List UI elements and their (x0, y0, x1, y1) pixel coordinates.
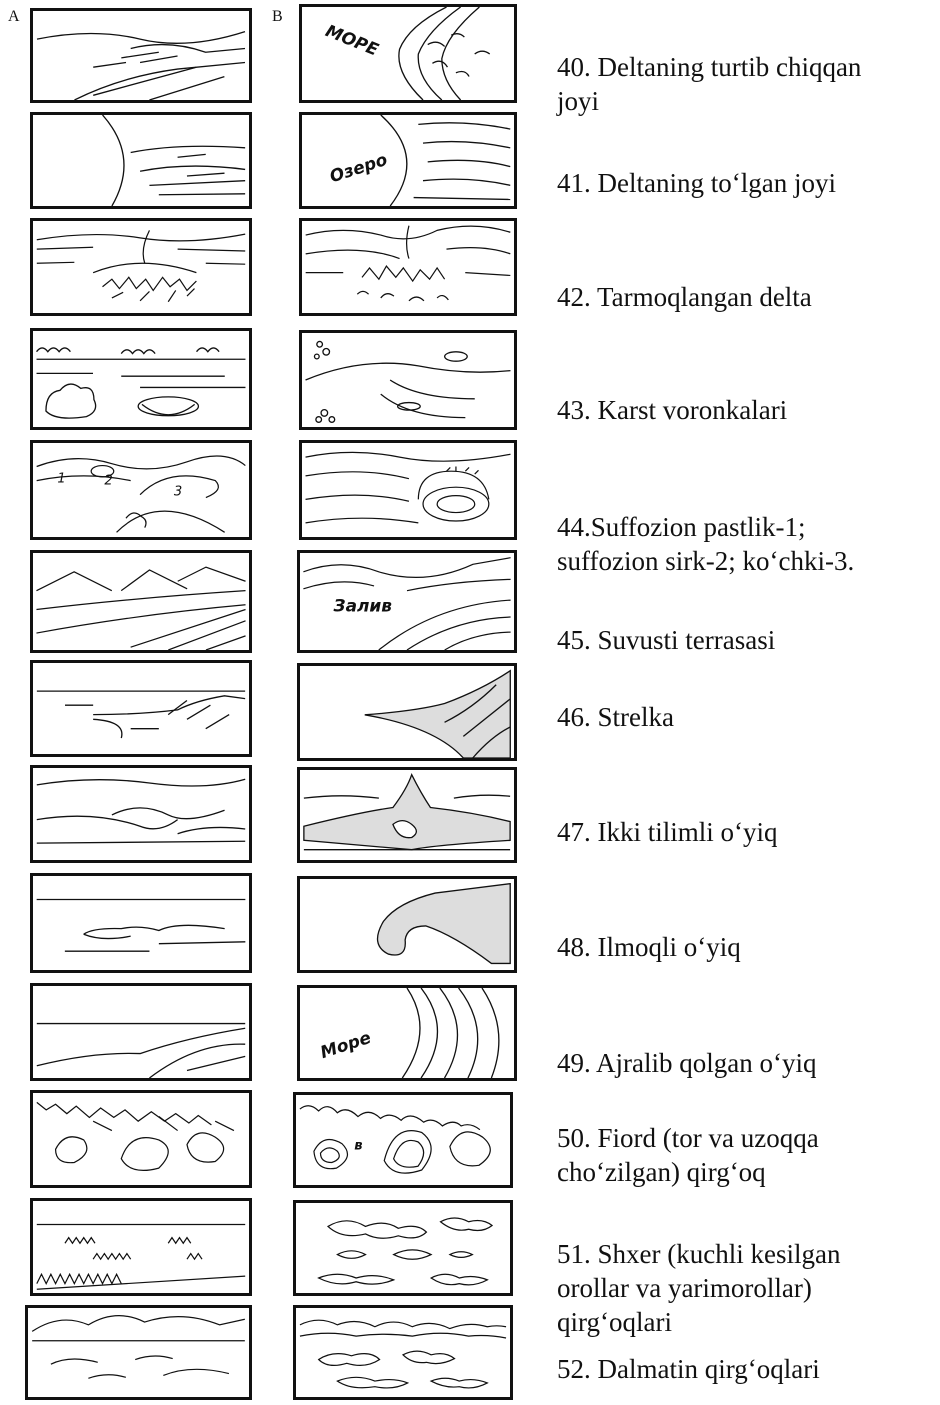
legend-44-line2: suffozion sirk-2; ko‘chki-3. (557, 546, 855, 576)
map-b-46 (300, 666, 514, 758)
legend-item-44 (557, 510, 854, 578)
legend-43-line1: 43. Karst voronkalari (557, 395, 788, 425)
legend-49-line1: 49. Ajralib qolgan o‘yiq (557, 1048, 817, 1078)
word-more-49: Море (317, 1027, 374, 1063)
panel-a-47 (30, 765, 252, 863)
panel-a-49 (30, 983, 252, 1081)
panel-b-50 (293, 1092, 513, 1188)
panel-b-43 (299, 330, 517, 430)
map-b-48 (300, 879, 514, 970)
map-b-43 (302, 333, 514, 427)
legend-45-line1: 45. Suvusti terrasasi (557, 625, 776, 655)
panel-b-46 (297, 663, 517, 761)
sketch-a-46 (33, 663, 249, 754)
legend-item-51 (557, 1237, 840, 1339)
panel-a-42 (30, 218, 252, 316)
column-label-b: B (272, 8, 283, 25)
sketch-a-45 (33, 553, 249, 650)
panel-b-41 (299, 112, 517, 209)
map-b-50 (296, 1095, 510, 1185)
legend-item-49 (557, 1046, 816, 1080)
panel-b-47 (297, 767, 517, 863)
panel-a-44 (30, 440, 252, 540)
legend-51-line1: 51. Shxer (kuchli kesilgan (557, 1239, 841, 1269)
map-b-41 (302, 115, 514, 206)
label-44-1: 1 (57, 471, 66, 487)
legend-50-line2: cho‘zilgan) qirg‘oq (557, 1157, 766, 1187)
sketch-a-43 (33, 331, 249, 427)
map-b-47 (300, 770, 514, 860)
legend-46-line1: 46. Strelka (557, 702, 674, 732)
legend-50-line1: 50. Fiord (tor va uzoqqa (557, 1123, 819, 1153)
panel-b-42 (299, 218, 517, 316)
panel-a-40 (30, 8, 252, 103)
sketch-a-47 (33, 768, 249, 860)
panel-a-48 (30, 873, 252, 973)
panel-a-52 (25, 1305, 252, 1400)
map-b-44 (302, 443, 514, 537)
sketch-a-41 (33, 115, 249, 206)
map-b-40 (302, 7, 514, 100)
legend-40-line2: joyi (557, 86, 600, 116)
sketch-a-48 (33, 876, 249, 970)
panel-b-44 (299, 440, 517, 540)
legend-44-line1: 44.Suffozion pastlik-1; (557, 512, 806, 542)
legend-48-line1: 48. Ilmoqli o‘yiq (557, 932, 741, 962)
sketch-a-52 (28, 1308, 249, 1397)
panel-a-51 (30, 1198, 252, 1296)
legend-item-48 (557, 930, 741, 964)
map-b-42 (302, 221, 514, 313)
panel-b-52 (293, 1305, 513, 1400)
legend-52-line1: 52. Dalmatin qirg‘oqlari (557, 1354, 820, 1384)
legend-item-43 (557, 393, 787, 427)
legend-42-line1: 42. Tarmoqlangan delta (557, 282, 812, 312)
panel-b-51 (293, 1200, 513, 1296)
legend-51-line2: orollar va yarimorollar) (557, 1273, 812, 1303)
column-label-a: A (8, 8, 20, 25)
legend-item-52 (557, 1352, 820, 1386)
word-zaliv-45: Залив (333, 595, 393, 616)
legend-item-42 (557, 280, 812, 314)
label-44-3: 3 (173, 484, 183, 500)
sketch-a-44 (33, 443, 249, 537)
map-b-49 (300, 988, 514, 1078)
panel-a-43 (30, 328, 252, 430)
legend-41-line1: 41. Deltaning to‘lgan joyi (557, 168, 836, 198)
legend-51-line3: qirg‘oqlari (557, 1307, 672, 1337)
sketch-a-50 (33, 1093, 249, 1185)
label-50-v: в (354, 1138, 363, 1154)
panel-b-45 (297, 550, 517, 653)
legend-40-line1: 40. Deltaning turtib chiqqan (557, 52, 862, 82)
sketch-a-51 (33, 1201, 249, 1293)
map-b-51 (296, 1203, 510, 1293)
legend-item-50 (557, 1121, 819, 1189)
panel-a-45 (30, 550, 252, 653)
legend-item-47 (557, 815, 778, 849)
legend-item-40 (557, 50, 861, 118)
panel-b-48 (297, 876, 517, 973)
legend-47-line1: 47. Ikki tilimli o‘yiq (557, 817, 778, 847)
panel-b-40 (299, 4, 517, 103)
legend-item-41 (557, 166, 836, 200)
legend-item-45 (557, 623, 775, 657)
legend-item-46 (557, 700, 674, 734)
word-more-40: МОРЕ (322, 20, 382, 60)
panel-a-50 (30, 1090, 252, 1188)
map-b-52 (296, 1308, 510, 1397)
panel-a-46 (30, 660, 252, 757)
sketch-a-42 (33, 221, 249, 313)
label-44-2: 2 (104, 473, 113, 489)
word-ozero-41: Озеро (327, 149, 390, 187)
panel-a-41 (30, 112, 252, 209)
map-b-45 (300, 553, 514, 650)
sketch-a-40 (33, 11, 249, 100)
sketch-a-49 (33, 986, 249, 1078)
panel-b-49 (297, 985, 517, 1081)
